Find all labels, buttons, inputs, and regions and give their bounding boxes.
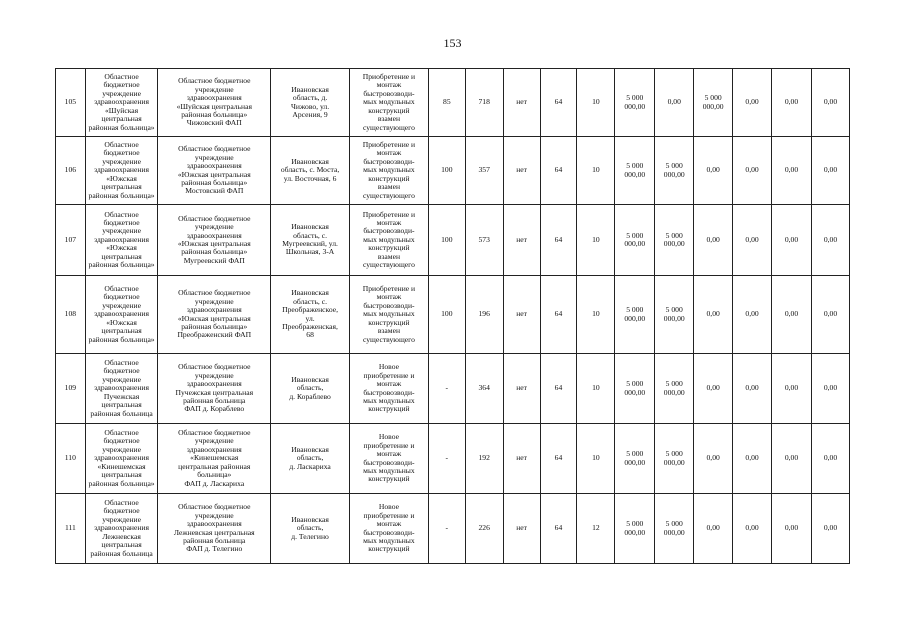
row-number-cell: 106 xyxy=(56,137,86,205)
amount-cell-15: 0,00 xyxy=(772,424,812,494)
amount-cell-14: 0,00 xyxy=(733,494,772,564)
institution-cell: Областное бюджетное учреждение здравоохранения «Южская центральная районная больница» xyxy=(85,276,158,354)
facility-cell: Областное бюджетное учреждение здравоохранения Лежневская центральная районная больница ФАП д. Телегино xyxy=(158,494,271,564)
value-cell-9: 64 xyxy=(540,205,577,276)
value-cell-8: нет xyxy=(503,424,540,494)
row-number-cell: 108 xyxy=(56,276,86,354)
value-cell-7: 364 xyxy=(465,354,503,424)
amount-cell-16: 0,00 xyxy=(811,205,849,276)
amount-cell-11: 5 000 000,00 xyxy=(615,424,655,494)
facility-cell: Областное бюджетное учреждение здравоохранения «Шуйская центральная районная больница» Чижовский ФАП xyxy=(158,69,271,137)
address-cell: Ивановская область, д. Телегино xyxy=(271,494,350,564)
address-cell: Ивановская область, д. Кораблево xyxy=(271,354,350,424)
value-cell-7: 192 xyxy=(465,424,503,494)
table-row xyxy=(56,205,850,276)
amount-cell-11: 5 000 000,00 xyxy=(615,137,655,205)
amount-cell-11: 5 000 000,00 xyxy=(615,354,655,424)
amount-cell-15: 0,00 xyxy=(772,137,812,205)
address-cell: Ивановская область, с. Преображенское, ул. Преображенская, 68 xyxy=(271,276,350,354)
amount-cell-13: 0,00 xyxy=(694,424,733,494)
facility-cell: Областное бюджетное учреждение здравоохранения «Южская центральная районная больница» Мугреевский ФАП xyxy=(158,205,271,276)
amount-cell-11: 5 000 000,00 xyxy=(615,69,655,137)
amount-cell-14: 0,00 xyxy=(733,354,772,424)
value-cell-6: - xyxy=(428,424,465,494)
table-row xyxy=(56,276,850,354)
value-cell-9: 64 xyxy=(540,424,577,494)
value-cell-10: 10 xyxy=(577,424,615,494)
value-cell-6: - xyxy=(428,494,465,564)
table-row xyxy=(56,137,850,205)
activity-cell: Приобретение и монтаж быстровозводи- мых модульных конструкций взамен существующего xyxy=(350,137,429,205)
amount-cell-12: 5 000 000,00 xyxy=(655,205,694,276)
table-row xyxy=(56,354,850,424)
amount-cell-15: 0,00 xyxy=(772,276,812,354)
amount-cell-12: 5 000 000,00 xyxy=(655,494,694,564)
institution-cell: Областное бюджетное учреждение здравоохранения «Южская центральная районная больница» xyxy=(85,205,158,276)
facility-cell: Областное бюджетное учреждение здравоохранения Пучежская центральная районная больница ФАП д. Кораблево xyxy=(158,354,271,424)
value-cell-8: нет xyxy=(503,276,540,354)
amount-cell-14: 0,00 xyxy=(733,137,772,205)
activity-cell: Новое приобретение и монтаж быстровозводи- мых модульных конструкций xyxy=(350,354,429,424)
value-cell-6: 100 xyxy=(428,276,465,354)
row-number-cell: 111 xyxy=(56,494,86,564)
amount-cell-16: 0,00 xyxy=(811,137,849,205)
amount-cell-15: 0,00 xyxy=(772,354,812,424)
row-number-cell: 107 xyxy=(56,205,86,276)
amount-cell-16: 0,00 xyxy=(811,354,849,424)
table-row xyxy=(56,494,850,564)
amount-cell-12: 5 000 000,00 xyxy=(655,424,694,494)
activity-cell: Новое приобретение и монтаж быстровозводи- мых модульных конструкций xyxy=(350,424,429,494)
amount-cell-13: 0,00 xyxy=(694,354,733,424)
facility-cell: Областное бюджетное учреждение здравоохранения «Южская центральная районная больница» Преображенский ФАП xyxy=(158,276,271,354)
row-number-cell: 109 xyxy=(56,354,86,424)
value-cell-9: 64 xyxy=(540,276,577,354)
value-cell-8: нет xyxy=(503,137,540,205)
amount-cell-12: 5 000 000,00 xyxy=(655,137,694,205)
value-cell-7: 226 xyxy=(465,494,503,564)
activity-cell: Приобретение и монтаж быстровозводи- мых модульных конструкций взамен существующего xyxy=(350,205,429,276)
amount-cell-13: 0,00 xyxy=(694,494,733,564)
table-row xyxy=(56,424,850,494)
amount-cell-12: 0,00 xyxy=(655,69,694,137)
amount-cell-15: 0,00 xyxy=(772,205,812,276)
value-cell-9: 64 xyxy=(540,494,577,564)
amount-cell-12: 5 000 000,00 xyxy=(655,276,694,354)
value-cell-9: 64 xyxy=(540,354,577,424)
amount-cell-14: 0,00 xyxy=(733,69,772,137)
address-cell: Ивановская область, д. Чижово, ул. Арсения, 9 xyxy=(271,69,350,137)
address-cell: Ивановская область, с. Мугреевский, ул. Школьная, 3-А xyxy=(271,205,350,276)
value-cell-10: 10 xyxy=(577,354,615,424)
amount-cell-13: 0,00 xyxy=(694,137,733,205)
amount-cell-15: 0,00 xyxy=(772,494,812,564)
amount-cell-13: 0,00 xyxy=(694,276,733,354)
value-cell-8: нет xyxy=(503,69,540,137)
amount-cell-16: 0,00 xyxy=(811,424,849,494)
amount-cell-13: 5 000 000,00 xyxy=(694,69,733,137)
amount-cell-12: 5 000 000,00 xyxy=(655,354,694,424)
activity-cell: Приобретение и монтаж быстровозводи- мых модульных конструкций взамен существующего xyxy=(350,276,429,354)
amount-cell-11: 5 000 000,00 xyxy=(615,494,655,564)
amount-cell-14: 0,00 xyxy=(733,205,772,276)
facility-cell: Областное бюджетное учреждение здравоохранения «Южская центральная районная больница» Мостовский ФАП xyxy=(158,137,271,205)
value-cell-6: 85 xyxy=(428,69,465,137)
value-cell-10: 12 xyxy=(577,494,615,564)
address-cell: Ивановская область, д. Ласкариха xyxy=(271,424,350,494)
value-cell-7: 718 xyxy=(465,69,503,137)
amount-cell-14: 0,00 xyxy=(733,276,772,354)
value-cell-7: 357 xyxy=(465,137,503,205)
row-number-cell: 105 xyxy=(56,69,86,137)
value-cell-10: 10 xyxy=(577,205,615,276)
value-cell-10: 10 xyxy=(577,276,615,354)
table-row xyxy=(56,69,850,137)
amount-cell-11: 5 000 000,00 xyxy=(615,276,655,354)
facilities-table xyxy=(55,68,850,564)
amount-cell-14: 0,00 xyxy=(733,424,772,494)
value-cell-9: 64 xyxy=(540,137,577,205)
value-cell-9: 64 xyxy=(540,69,577,137)
institution-cell: Областное бюджетное учреждение здравоохранения «Кинешемская центральная районная больница» xyxy=(85,424,158,494)
value-cell-6: - xyxy=(428,354,465,424)
amount-cell-11: 5 000 000,00 xyxy=(615,205,655,276)
value-cell-7: 196 xyxy=(465,276,503,354)
value-cell-8: нет xyxy=(503,205,540,276)
value-cell-6: 100 xyxy=(428,205,465,276)
amount-cell-16: 0,00 xyxy=(811,276,849,354)
value-cell-8: нет xyxy=(503,494,540,564)
value-cell-7: 573 xyxy=(465,205,503,276)
facility-cell: Областное бюджетное учреждение здравоохранения «Кинешемская центральная районная больница» ФАП д. Ласкариха xyxy=(158,424,271,494)
value-cell-10: 10 xyxy=(577,137,615,205)
activity-cell: Новое приобретение и монтаж быстровозводи- мых модульных конструкций xyxy=(350,494,429,564)
institution-cell: Областное бюджетное учреждение здравоохранения Лежневская центральная районная больница xyxy=(85,494,158,564)
value-cell-6: 100 xyxy=(428,137,465,205)
address-cell: Ивановская область, с. Моста, ул. Восточная, 6 xyxy=(271,137,350,205)
activity-cell: Приобретение и монтаж быстровозводи- мых модульных конструкций взамен существующего xyxy=(350,69,429,137)
page-number: 153 xyxy=(443,36,462,50)
institution-cell: Областное бюджетное учреждение здравоохранения «Южская центральная районная больница» xyxy=(85,137,158,205)
amount-cell-16: 0,00 xyxy=(811,69,849,137)
row-number-cell: 110 xyxy=(56,424,86,494)
value-cell-10: 10 xyxy=(577,69,615,137)
amount-cell-16: 0,00 xyxy=(811,494,849,564)
amount-cell-15: 0,00 xyxy=(772,69,812,137)
amount-cell-13: 0,00 xyxy=(694,205,733,276)
institution-cell: Областное бюджетное учреждение здравоохранения «Шуйская центральная районная больница» xyxy=(85,69,158,137)
institution-cell: Областное бюджетное учреждение здравоохранения Пучежская центральная районная больница xyxy=(85,354,158,424)
value-cell-8: нет xyxy=(503,354,540,424)
